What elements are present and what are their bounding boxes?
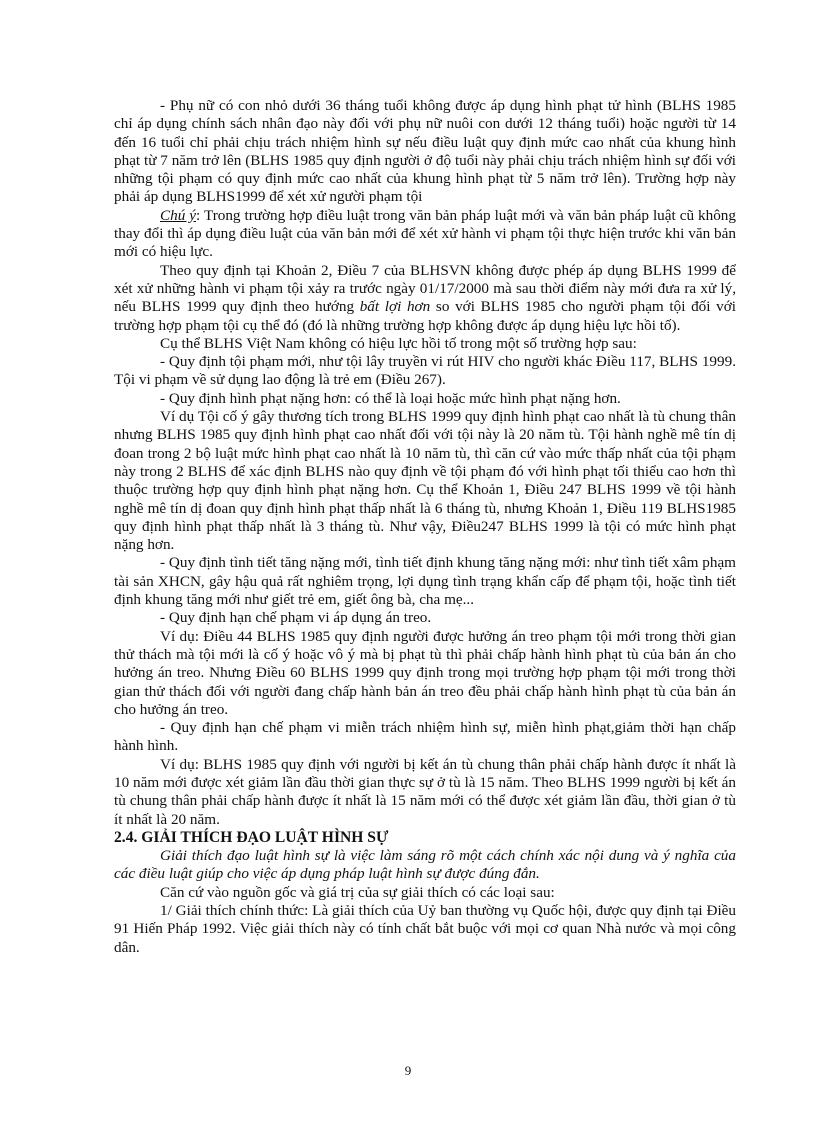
paragraph bbox=[114, 262, 736, 335]
paragraph: - Quy định tình tiết tăng nặng mới, tình tiết định khung tăng nặng mới: như tình tiết xâm phạm tài sản XHCN, gây hậu quả rất nghiêm trọng, lợi dụng tình trạng khẩn cấp để phạm tội, hoặc tình tiết định khung tăng mới như giết trẻ em, giết ông bà, cha mẹ... bbox=[114, 554, 736, 609]
paragraph: - Quy định tội phạm mới, như tội lây truyền vi rút HIV cho người khác Điều 117, BLHS 1999. Tội vi phạm về sử dụng lao động là trẻ em (Điều 267). bbox=[114, 353, 736, 389]
page-number: 9 bbox=[404, 1063, 412, 1078]
paragraph: - Quy định hạn chế phạm vi miễn trách nhiệm hình sự, miễn hình phạt,giảm thời hạn chấp hành hình. bbox=[114, 719, 736, 755]
paragraph: Ví dụ: Điều 44 BLHS 1985 quy định người được hưởng án treo phạm tội mới trong thời gian thử thách mà tội mới là cố ý hoặc vô ý mà bị phạt tù thì phải chấp hành hình phạt tù của bản án cho hưởng án treo. Nhưng Điều 60 BLHS 1999 quy định trong mọi trường hợp phạm tội mới trong thời gian thử thách đối với người đang chấp hành bản án treo đều phải chấp hành hình phạt tù của bản án cho hưởng án treo. bbox=[114, 627, 736, 718]
paragraph bbox=[114, 207, 736, 262]
section-heading: 2.4. GIẢI THÍCH ĐẠO LUẬT HÌNH SỰ bbox=[114, 828, 389, 846]
paragraph: Ví dụ Tội cố ý gây thương tích trong BLHS 1999 quy định hình phạt cao nhất là tù chung thân nhưng BLHS 1985 quy định hình phạt cao nhất đối với tội này là 20 năm tù. Tội hành nghề mê tín dị đoan trong 2 bộ luật mức hình phạt cao nhất là 10 năm tù, thì căn cứ vào mức thấp nhất của tội phạm này trong 2 BLHS để xác định BLHS nào quy định về tội phạm đó với hình phạt tối thiểu cao hơn thì thuộc trường hợp quy định hình phạt nặng hơn. Cụ thể Khoản 1, Điều 247 BLHS 1999 về tội hành nghề mê tín dị đoan quy định hình phạt thấp nhất là 6 tháng tù, nhưng Khoản 1, Điều 119 BLHS1985 quy định hình phạt thấp nhất là 3 tháng tù. Như vậy, Điều247 BLHS 1999 là tội có mức hình phạt nặng hơn. bbox=[114, 408, 736, 554]
emphasis: bất lợi hơn bbox=[359, 298, 431, 316]
paragraph: - Quy định hình phạt nặng hơn: có thể là loại hoặc mức hình phạt nặng hơn. bbox=[160, 389, 621, 407]
paragraph: Ví dụ: BLHS 1985 quy định với người bị kết án tù chung thân phải chấp hành được ít nhất là 10 năm mới được xét giảm lần đầu thời gian thực sự ở tù là 15 năm. Theo BLHS 1999 người bị kết án tù chung thân phải chấp hành được ít nhất là 15 năm mới có thể được xét giảm lần đầu, thời gian ở tù ít nhất là 20 năm. bbox=[114, 755, 736, 828]
paragraph: Giải thích đạo luật hình sự là việc làm sáng rõ một cách chính xác nội dung và ý nghĩa của các điều luật giúp cho việc áp dụng pháp luật hình sự được đúng đắn. bbox=[114, 847, 736, 883]
document-body bbox=[114, 97, 736, 957]
paragraph: - Phụ nữ có con nhỏ dưới 36 tháng tuổi không được áp dụng hình phạt tử hình (BLHS 1985 chỉ áp dụng chính sách nhân đạo này đối với phụ nữ nuôi con dưới 12 tháng tuổi) hoặc người từ 14 đến 16 tuổi chỉ phải chịu trách nhiệm hình sự nếu điều luật quy định mức cao nhất của khung hình phạt từ 7 năm trở lên (BLHS 1985 quy định người ở độ tuổi này phải chịu trách nhiệm hình sự đối với những tội phạm có quy định mức cao nhất của khung hình phạt từ 5 năm trở lên). Trường hợp này phải áp dụng BLHS1999 để xét xử người phạm tội bbox=[114, 97, 736, 206]
paragraph: Căn cứ vào nguồn gốc và giá trị của sự giải thích có các loại sau: bbox=[160, 883, 555, 901]
text-run: so với BLHS 1985 cho người phạm tội đối với trường hợp phạm tội cụ thể đó (đó là những trường hợp không được áp dụng hiệu lực hồi tố). bbox=[114, 298, 736, 334]
paragraph: 1/ Giải thích chính thức: Là giải thích của Uỷ ban thường vụ Quốc hội, được quy định tại Điều 91 Hiến Pháp 1992. Việc giải thích này có tính chất bắt buộc với mọi cơ quan Nhà nước và mọi công dân. bbox=[114, 902, 736, 956]
note-label: Chú ý bbox=[160, 206, 197, 224]
paragraph: Cụ thể BLHS Việt Nam không có hiệu lực hồi tố trong một số trường hợp sau: bbox=[160, 334, 637, 352]
text-run: Theo quy định tại Khoản 2, Điều 7 của BLHSVN không được phép áp dụng BLHS 1999 để xét xử những hành vi phạm tội xảy ra trước ngày 01/17/2000 mà sau thời điểm này mới đưa ra xử lý, nếu BLHS 1999 quy định theo hướng bbox=[114, 261, 736, 316]
note-text: : Trong trường hợp điều luật trong văn bản pháp luật mới và văn bản pháp luật cũ không thay đổi thì áp dụng điều luật của văn bản mới để xét xử hành vi phạm tội thực hiện trước khi văn bản mới có hiệu lực. bbox=[114, 206, 736, 261]
paragraph: - Quy định hạn chế phạm vi áp dụng án treo. bbox=[160, 609, 432, 627]
